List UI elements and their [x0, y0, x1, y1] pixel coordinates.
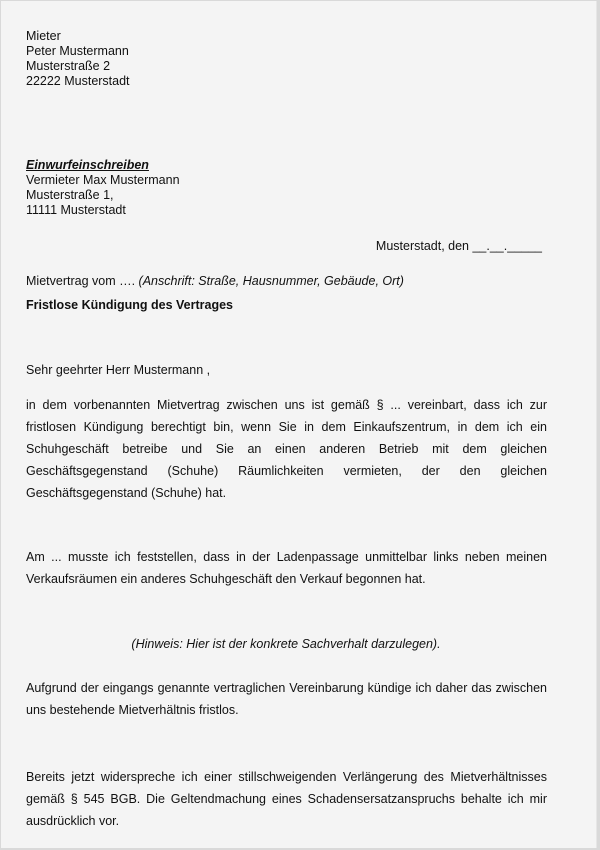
reference-line	[26, 274, 404, 289]
recipient-name: Vermieter Max Mustermann	[26, 173, 180, 187]
reference-hint: (Anschrift: Straße, Hausnummer, Gebäude, Ort)	[138, 274, 404, 288]
reference-prefix: Mietvertrag vom ….	[26, 274, 136, 288]
paragraph-1: in dem vorbenannten Mietvertrag zwischen uns ist gemäß § ... vereinbart, dass ich zur fristlosen Kündigung berechtigt bin, wenn Sie in dem Einkaufszentrum, in dem ich ein Schuhgeschäft betreibe und Sie an einen anderen Betrieb mit dem gleichen Geschäftsgegenstand (Schuhe) Räumlichkeiten vermieten, der den gleichen Geschäftsgegenstand (Schuhe) hat.	[26, 398, 547, 500]
recipient-address	[26, 158, 180, 218]
sender-label: Mieter	[26, 29, 61, 43]
date-line: Musterstadt, den __.__._____	[375, 239, 542, 253]
sender-name: Peter Mustermann	[26, 44, 129, 58]
paragraph-3: Aufgrund der eingangs genannte vertraglichen Vereinbarung kündige ich daher das zwischen uns bestehende Mietverhältnis fristlos.	[26, 681, 547, 717]
recipient-street: Musterstraße 1,	[26, 188, 114, 202]
letter-page	[1, 1, 597, 848]
salutation: Sehr geehrter Herr Mustermann ,	[26, 363, 211, 377]
recipient-city: 11111 Musterstadt	[26, 203, 126, 217]
sender-city: 22222 Musterstadt	[26, 74, 130, 88]
hint-note: (Hinweis: Hier ist der konkrete Sachverhalt darzulegen).	[131, 637, 441, 651]
paragraph-4: Bereits jetzt widerspreche ich einer stillschweigenden Verlängerung des Mietverhältnisses gemäß § 545 BGB. Die Geltendmachung eines Schadensersatzanspruchs behalte ich mir ausdrücklich vor.	[26, 770, 547, 828]
subject-line: Fristlose Kündigung des Vertrages	[26, 298, 233, 312]
delivery-type: Einwurfeinschreiben	[26, 158, 149, 172]
sender-street: Musterstraße 2	[26, 59, 111, 73]
paragraph-2: Am ... musste ich feststellen, dass in der Ladenpassage unmittelbar links neben meinen Verkaufsräumen ein anderes Schuhgeschäft den Verkauf begonnen hat.	[26, 550, 547, 586]
sender-address	[26, 29, 130, 89]
